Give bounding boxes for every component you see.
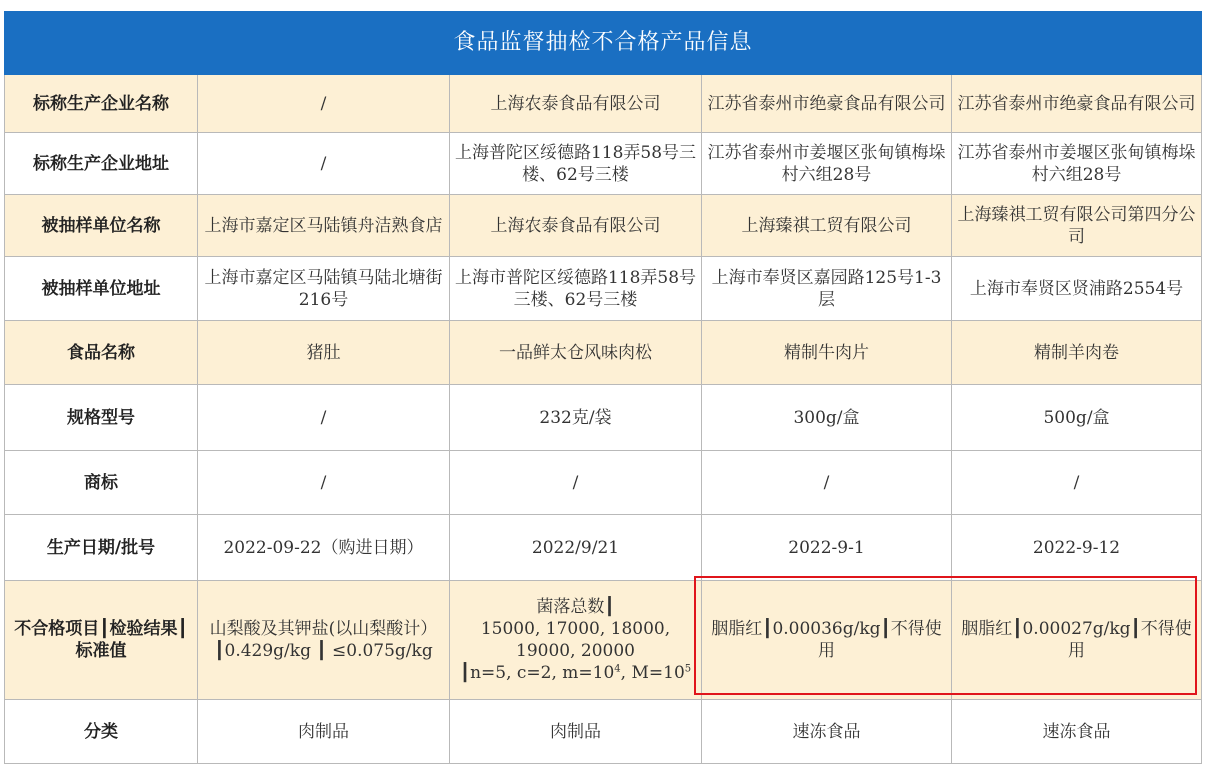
inspection-table-container — [4, 11, 1201, 768]
row-label: 食品名称 — [5, 321, 198, 385]
table-cell: 上海农泰食品有限公司 — [450, 75, 702, 133]
table-cell: 2022-9-1 — [702, 515, 952, 581]
row-label: 规格型号 — [5, 385, 198, 451]
table-title: 食品监督抽检不合格产品信息 — [5, 12, 1202, 75]
table-cell: 上海市普陀区绥德路118弄58号三楼、62号三楼 — [450, 257, 702, 321]
table-cell: 精制牛肉片 — [702, 321, 952, 385]
table-cell: / — [702, 451, 952, 515]
table-row-failed-items — [5, 581, 1202, 700]
table-cell: 上海臻祺工贸有限公司第四分公司 — [952, 195, 1202, 257]
table-cell: 上海市嘉定区马陆镇舟洁熟食店 — [198, 195, 450, 257]
table-row — [5, 700, 1202, 764]
exponent: 4 — [614, 663, 621, 675]
table-cell: 上海市奉贤区贤浦路2554号 — [952, 257, 1202, 321]
table-cell: 江苏省泰州市绝豪食品有限公司 — [952, 75, 1202, 133]
table-cell: 上海普陀区绥德路118弄58号三楼、62号三楼 — [450, 133, 702, 195]
row-label: 不合格项目┃检验结果┃标准值 — [5, 581, 198, 700]
cell-line: 15000, 17000, 18000, 19000, 20000 — [480, 619, 671, 661]
table-cell: / — [952, 451, 1202, 515]
table-cell: 速冻食品 — [702, 700, 952, 764]
table-cell: 上海臻祺工贸有限公司 — [702, 195, 952, 257]
table-cell: 2022-9-12 — [952, 515, 1202, 581]
row-label: 被抽样单位地址 — [5, 257, 198, 321]
table-cell: 一品鲜太仓风味肉松 — [450, 321, 702, 385]
table-cell: 上海市嘉定区马陆镇马陆北塘街216号 — [198, 257, 450, 321]
table-cell: / — [198, 133, 450, 195]
table-cell: 速冻食品 — [952, 700, 1202, 764]
table-row — [5, 75, 1202, 133]
table-cell: / — [450, 451, 702, 515]
table-cell: 肉制品 — [198, 700, 450, 764]
table-cell — [450, 581, 702, 700]
table-cell: 江苏省泰州市绝豪食品有限公司 — [702, 75, 952, 133]
table-row — [5, 195, 1202, 257]
cell-line — [454, 662, 697, 684]
row-label: 生产日期/批号 — [5, 515, 198, 581]
exponent: 5 — [684, 663, 692, 675]
table-cell: 猪肚 — [198, 321, 450, 385]
table-cell: / — [198, 385, 450, 451]
table-cell: 精制羊肉卷 — [952, 321, 1202, 385]
table-row — [5, 257, 1202, 321]
table-row — [5, 451, 1202, 515]
table-cell: 上海市奉贤区嘉园路125号1-3层 — [702, 257, 952, 321]
row-label: 商标 — [5, 451, 198, 515]
row-label: 被抽样单位名称 — [5, 195, 198, 257]
cell-line: 菌落总数┃ — [536, 597, 615, 617]
table-cell: 胭脂红┃0.00027g/kg┃不得使用 — [952, 581, 1202, 700]
table-cell: 江苏省泰州市姜堰区张甸镇梅垛村六组28号 — [952, 133, 1202, 195]
table-cell: 232克/袋 — [450, 385, 702, 451]
table-cell: 2022/9/21 — [450, 515, 702, 581]
table-row — [5, 133, 1202, 195]
table-cell: 胭脂红┃0.00036g/kg┃不得使用 — [702, 581, 952, 700]
table-row — [5, 321, 1202, 385]
table-cell: 肉制品 — [450, 700, 702, 764]
table-cell: 江苏省泰州市姜堰区张甸镇梅垛村六组28号 — [702, 133, 952, 195]
table-cell: 500g/盒 — [952, 385, 1202, 451]
table-row — [5, 385, 1202, 451]
row-label: 标称生产企业名称 — [5, 75, 198, 133]
table-cell: 山梨酸及其钾盐(以山梨酸计）┃0.429g/kg ┃ ≤0.075g/kg — [198, 581, 450, 700]
cell-text: , M=10 — [620, 663, 685, 683]
table-cell: 300g/盒 — [702, 385, 952, 451]
row-label: 标称生产企业地址 — [5, 133, 198, 195]
table-cell: / — [198, 75, 450, 133]
table-cell: 2022-09-22（购进日期） — [198, 515, 450, 581]
table-cell: / — [198, 451, 450, 515]
table-title-row — [5, 12, 1202, 75]
cell-text: ┃n=5, c=2, m=10 — [459, 663, 615, 683]
table-cell: 上海农泰食品有限公司 — [450, 195, 702, 257]
row-label: 分类 — [5, 700, 198, 764]
inspection-table — [4, 11, 1202, 764]
table-row — [5, 515, 1202, 581]
